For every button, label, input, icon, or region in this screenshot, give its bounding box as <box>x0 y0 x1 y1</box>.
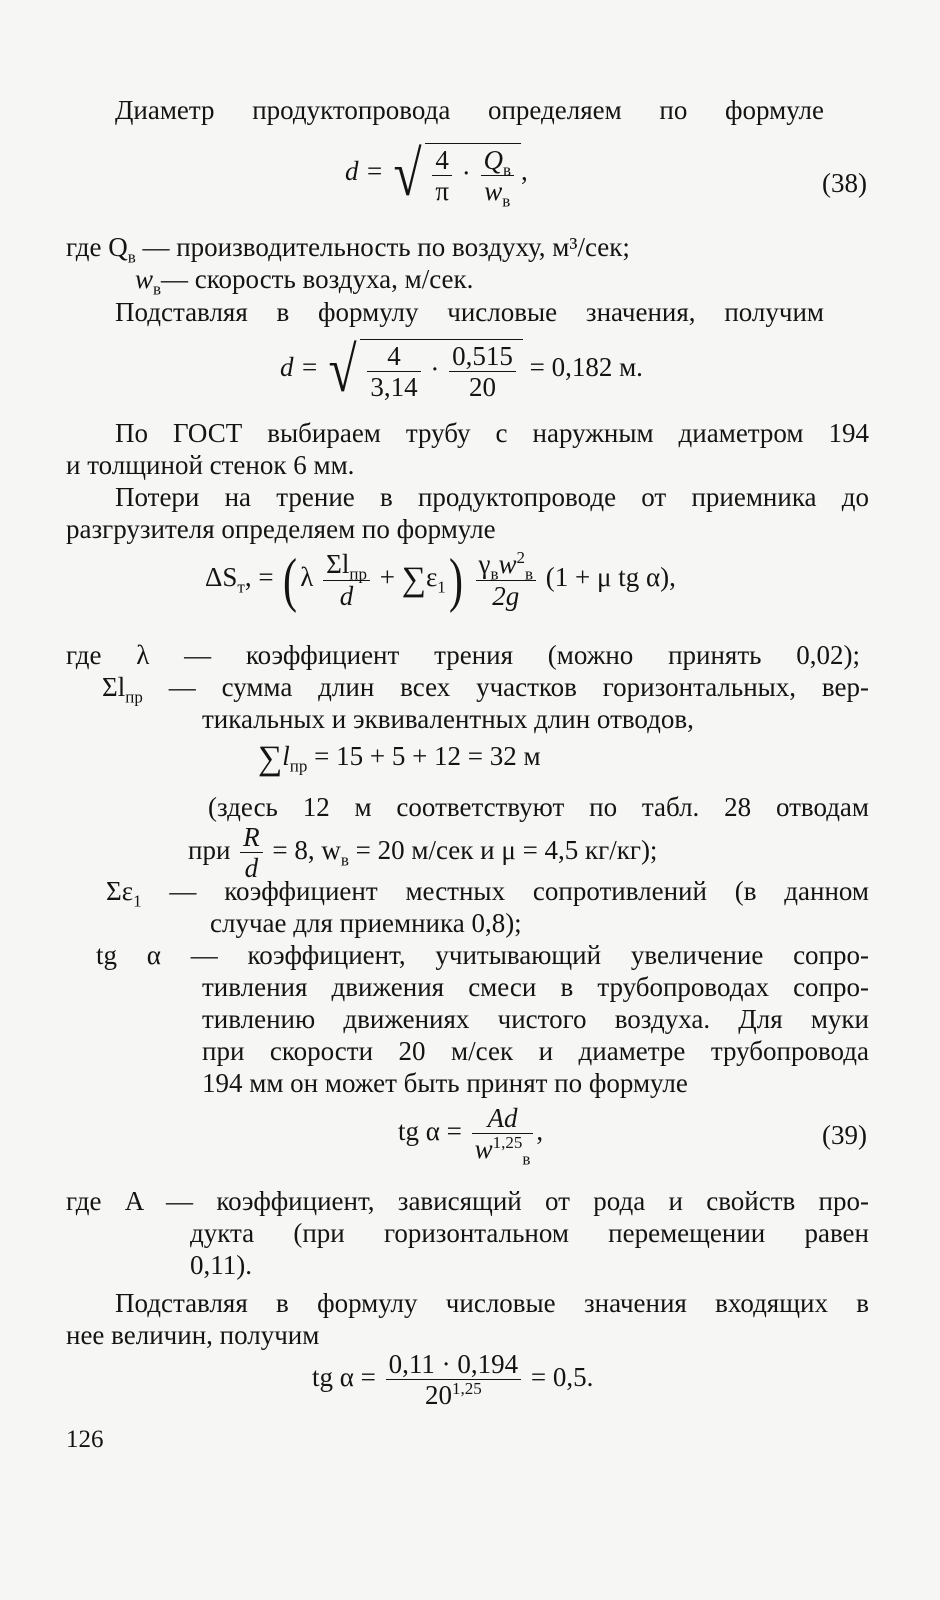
formula-loss-equals: , = <box>244 562 274 593</box>
formula-38-den1: π <box>435 176 449 206</box>
formula-loss-w-sup: 2 <box>516 548 526 568</box>
where-lambda: где λ — коэффициент трения (можно принять 0,02); <box>66 640 860 670</box>
formula-tg-result: = 0,5. <box>530 1362 594 1393</box>
formula-pri-post1: = 8, w <box>272 835 341 866</box>
formula-38-tail: , <box>521 156 528 187</box>
formula-39-den-sub: в <box>522 1149 531 1169</box>
sume-symbol: Σε <box>106 876 134 906</box>
where-A-2: дукта (при горизонтальном перемещении равен <box>190 1218 869 1248</box>
where-tg-3: тивлению движениях чистого воздуха. Для муки <box>202 1004 869 1034</box>
formula-39-lhs: tg α = <box>398 1116 462 1147</box>
formula-39-den-sup: 1,25 <box>492 1133 523 1153</box>
formula-loss-sum-den: d <box>339 580 354 611</box>
formula-pri-post1-sub: в <box>340 850 349 870</box>
where-suml-1 <box>102 672 869 707</box>
paragraph-diameter: Диаметр продуктопровода определяем по формуле <box>115 95 824 125</box>
formula-38-num2: Q <box>483 144 503 175</box>
formula-loss-w-sub: в <box>525 564 534 584</box>
equation-number-39: (39) <box>822 1120 867 1150</box>
where-tg-5: 194 мм он может быть принят по формуле <box>202 1068 688 1098</box>
formula-sum-l-symbol: l <box>282 741 290 772</box>
formula-pri-num: R <box>243 822 260 852</box>
formula-d-result: = 0,182 м. <box>529 352 643 383</box>
formula-tg-den: 20 <box>425 1380 452 1411</box>
formula-tg-num: 0,11 · 0,194 <box>386 1350 522 1380</box>
where-tg-4: при скорости 20 м/сек и диаметре трубопровода <box>202 1036 869 1066</box>
formula-loss-w: w <box>498 549 517 580</box>
formula-tg-lhs: tg α = <box>312 1362 376 1393</box>
formula-d-value <box>280 334 643 405</box>
where-q-desc: — производительность по воздуху, м³/сек; <box>135 232 630 262</box>
paragraph-gost-1: По ГОСТ выбираем трубу с наружным диаметром 194 <box>115 418 869 448</box>
where-w-sub: в <box>153 279 162 299</box>
formula-loss-gamma-sub: в <box>490 564 499 584</box>
where-q-sub: в <box>127 247 136 267</box>
suml-symbol: Σl <box>102 672 126 702</box>
formula-loss-den: 2g <box>492 580 520 611</box>
paragraph-substitute: Подставляя в формулу числовые значения, получим <box>115 297 824 327</box>
formula-39-num: Ad <box>487 1103 518 1133</box>
formula-loss-lambda: λ <box>300 562 314 593</box>
paren-open: ( <box>283 547 298 613</box>
formula-38 <box>345 138 528 211</box>
formula-38-num2-sub: в <box>503 160 512 180</box>
sume-sub: 1 <box>133 891 142 911</box>
where-tg-1: tg α — коэффициент, учитывающий увеличение сопро- <box>96 940 869 970</box>
formula-39 <box>398 1103 544 1169</box>
sum-symbol: ∑ <box>258 740 283 777</box>
formula-loss-eps-sub: 1 <box>437 577 446 597</box>
paren-close: ) <box>448 547 463 613</box>
suml-sub: пр <box>125 687 143 707</box>
formula-loss-eps: ε <box>425 562 438 593</box>
formula-38-den2-sub: в <box>502 191 511 211</box>
formula-sum-l <box>258 740 541 778</box>
formula-d-lhs: d = <box>280 352 319 383</box>
formula-loss-sum-num: Σl <box>326 549 350 580</box>
sum-symbol: ∑ <box>401 561 426 598</box>
formula-loss-lhs: ΔS <box>205 562 238 593</box>
where-w-desc: — скорость воздуха, м/сек. <box>161 264 474 294</box>
where-sume-2: случае для приемника 0,8); <box>210 908 522 938</box>
formula-38-den2: w <box>484 176 503 206</box>
formula-38-lhs: d = <box>345 156 384 187</box>
formula-38-num1: 4 <box>432 146 452 176</box>
note-here: (здесь 12 м соответствуют по табл. 28 отводам <box>208 792 869 822</box>
suml-desc: — сумма длин всех участков горизонтальных, вер- <box>142 672 869 702</box>
paragraph-gost-2: и толщиной стенок 6 мм. <box>66 450 355 480</box>
sume-desc: — коэффициент местных сопротивлений (в данном <box>141 876 869 906</box>
formula-tg-den-sup: 1,25 <box>452 1379 482 1399</box>
formula-friction-loss <box>205 547 676 613</box>
paragraph-loss-1: Потери на трение в продуктопроводе от приемника до <box>115 482 869 512</box>
formula-pri <box>188 823 657 883</box>
formula-d-num1: 4 <box>367 342 420 372</box>
formula-loss-lhs-sub: т <box>237 577 245 597</box>
where-w-symbol: w <box>135 264 154 294</box>
formula-pri-post2: = 20 м/сек и μ = 4,5 кг/кг); <box>348 835 658 866</box>
sqrt: √ $\frac{4}{\pi}$ · $\frac{Q_в}{w_в}$ <box>390 142 521 206</box>
where-q <box>66 232 630 267</box>
formula-loss-plus: + <box>379 562 395 593</box>
formula-d-den1: 3,14 <box>370 372 418 402</box>
where-suml-2: тикальных и эквивалентных длин отводов, <box>202 704 694 734</box>
where-A-1: где A — коэффициент, зависящий от рода и свойств про- <box>66 1186 869 1216</box>
where-w <box>135 264 474 299</box>
where-sume-1 <box>106 876 869 911</box>
formula-loss-sum-num-sub: пр <box>349 564 367 584</box>
paragraph-substitute-2a: Подставляя в формулу числовые значения входящих в <box>115 1288 869 1318</box>
formula-d-den2: 20 <box>468 372 496 402</box>
where-A-3: 0,11). <box>190 1250 252 1280</box>
where-q-label: где Q <box>66 232 128 262</box>
equation-number-38: (38) <box>822 168 867 198</box>
formula-39-den: w <box>474 1134 493 1165</box>
sqrt: √ $\frac{4}{3,14}$ · $\frac{0,515}{20}$ <box>325 338 523 402</box>
formula-39-tail: , <box>536 1116 544 1147</box>
where-tg-2: тивления движения смеси в трубопроводах сопро- <box>202 972 869 1002</box>
formula-pri-pre: при <box>188 835 231 866</box>
paragraph-loss-2: разгрузителя определяем по формуле <box>66 514 496 544</box>
formula-loss-tail: (1 + μ tg α), <box>545 562 676 593</box>
page-number: 126 <box>66 1426 104 1453</box>
formula-sum-l-sub: пр <box>289 756 308 776</box>
formula-sum-l-rhs: = 15 + 5 + 12 = 32 м <box>314 741 541 772</box>
formula-loss-gamma: γ <box>478 549 491 580</box>
formula-pri-den: d <box>244 853 259 884</box>
formula-d-num2: 0,515 <box>449 342 516 372</box>
paragraph-substitute-2b: нее величин, получим <box>66 1320 320 1350</box>
formula-tg-value <box>312 1350 593 1410</box>
